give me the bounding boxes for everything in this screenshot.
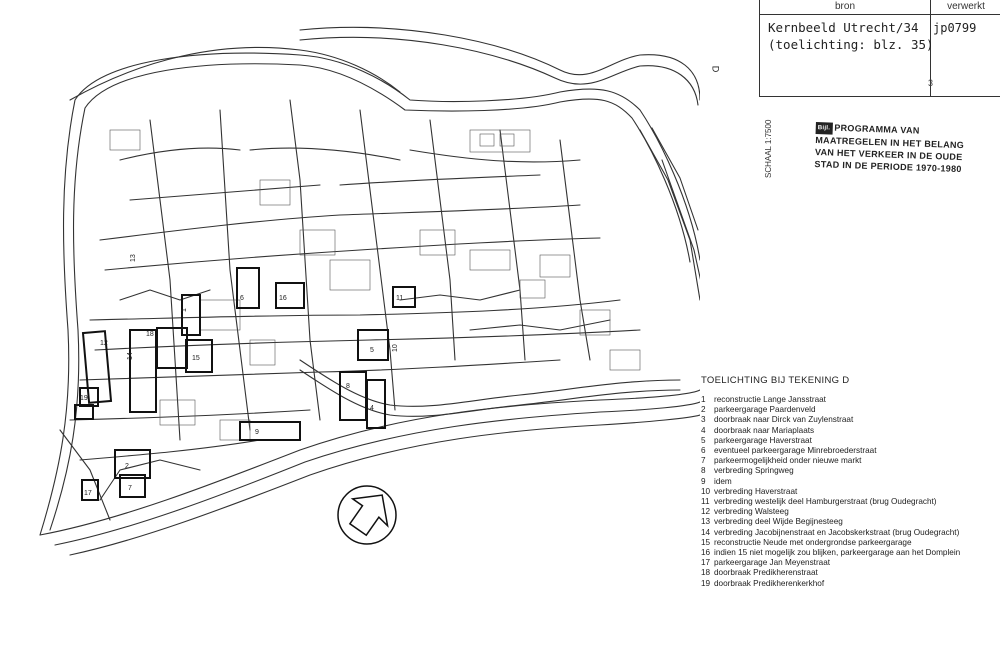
legend-item: 9 idem [701, 476, 732, 486]
scale-label: SCHAAL 1:7500 [764, 119, 773, 178]
map-label-1: 1 [181, 308, 188, 312]
south-ring-2 [55, 402, 700, 545]
legend-item: 1 reconstructie Lange Jansstraat [701, 395, 826, 404]
legend-item: 15 reconstructie Neude met ondergrondse parkeergarage [701, 537, 912, 547]
zone-4 [367, 380, 385, 428]
legend-item: 17 parkeergarage Jan Meyenstraat [701, 558, 831, 568]
map-label-17: 17 [84, 490, 92, 497]
legend-item: 11 verbreding westelijk deel Hamburgerstraat (brug Oudegracht) [701, 497, 937, 507]
margin-mark-d: D [710, 65, 721, 73]
legend-item: 16 indien 15 niet mogelijk zou blijken, parkeergarage aan het Domplein [701, 548, 961, 558]
legend-item: 10 verbreding Haverstraat [701, 486, 798, 496]
program-title-line1: Bijl. PROGRAMMA VAN [816, 121, 965, 139]
margin-mark-3: 3 [928, 78, 934, 88]
legend-item: 7 parkeermogelijkheid onder nieuwe markt [701, 456, 862, 466]
stamp-header-bron: bron [760, 0, 930, 15]
program-title-line2: MAATREGELEN IN HET BELANG [815, 134, 965, 150]
legend-item: 13 verbreding deel Wijde Begijnesteeg [701, 517, 843, 527]
program-badge: Bijl. [816, 122, 833, 135]
map-label-18: 18 [146, 331, 154, 338]
zone-18 [75, 405, 93, 419]
map-label-4: 4 [370, 405, 374, 412]
map-label-16: 16 [279, 295, 287, 302]
legend-item: 3 doorbraak naar Dirck van Zuylenstraat [701, 415, 854, 425]
legend-item: 2 parkeergarage Paardenveld [701, 405, 816, 415]
legend-item: 12 verbreding Walsteeg [701, 507, 789, 517]
stamp-source-line2: (toelichting: blz. 35) [768, 37, 934, 52]
legend-title: TOELICHTING BIJ TEKENING D [701, 375, 850, 386]
east-highway [640, 130, 700, 300]
map-label-2: 2 [125, 463, 129, 470]
legend-item: 8 verbreding Springweg [701, 466, 794, 476]
map-label-11: 11 [396, 295, 404, 302]
map-label-12: 12 [100, 340, 108, 347]
zone-5 [358, 330, 388, 360]
zone-12 [130, 330, 156, 412]
north-arrow [338, 482, 400, 544]
legend-list [701, 395, 991, 589]
stamp-source [768, 19, 934, 53]
legend-item: 4 doorbraak naar Mariaplaats [701, 425, 815, 435]
map-label-8: 8 [346, 383, 350, 390]
north-highway [300, 27, 700, 100]
south-ring-3 [70, 415, 700, 555]
program-title-line3: VAN HET VERKEER IN DE OUDE [814, 146, 963, 162]
oudegracht-2 [300, 370, 680, 416]
legend-item: 5 parkeergarage Haverstraat [701, 435, 812, 445]
outer-ring-road-inner [50, 64, 690, 530]
map-label-15: 15 [192, 355, 200, 362]
north-highway-2 [300, 37, 698, 105]
stamp-header-verwerkt: verwerkt [930, 0, 1000, 15]
legend-item: 6 eventueel parkeergarage Minrebroederstraat [701, 446, 877, 456]
zone-6 [237, 268, 259, 308]
program-title-line4: STAD IN DE PERIODE 1970-1980 [814, 158, 962, 174]
map-label-5: 5 [370, 347, 374, 354]
map-label-14: 14 [127, 352, 134, 360]
map-label-10: 10 [392, 344, 399, 352]
legend-item: 14 verbreding Jacobijnenstraat en Jacobskerkstraat (brug Oudegracht) [701, 527, 960, 537]
legend-item: 19 doorbraak Predikherenkerkhof [701, 578, 825, 588]
source-stamp [759, 0, 1000, 97]
stamp-source-line1: Kernbeeld Utrecht/34 [768, 20, 919, 35]
legend-item: 18 doorbraak Predikherenstraat [701, 568, 818, 578]
legend [701, 375, 991, 589]
map-label-13: 13 [130, 254, 137, 262]
singel-canal [70, 47, 400, 100]
stamp-code: jp0799 [933, 21, 977, 35]
map-label-7: 7 [128, 485, 132, 492]
program-title [814, 121, 964, 175]
map-label-9: 9 [255, 429, 259, 436]
map-label-6: 6 [240, 295, 244, 302]
map-label-19: 19 [80, 395, 88, 402]
